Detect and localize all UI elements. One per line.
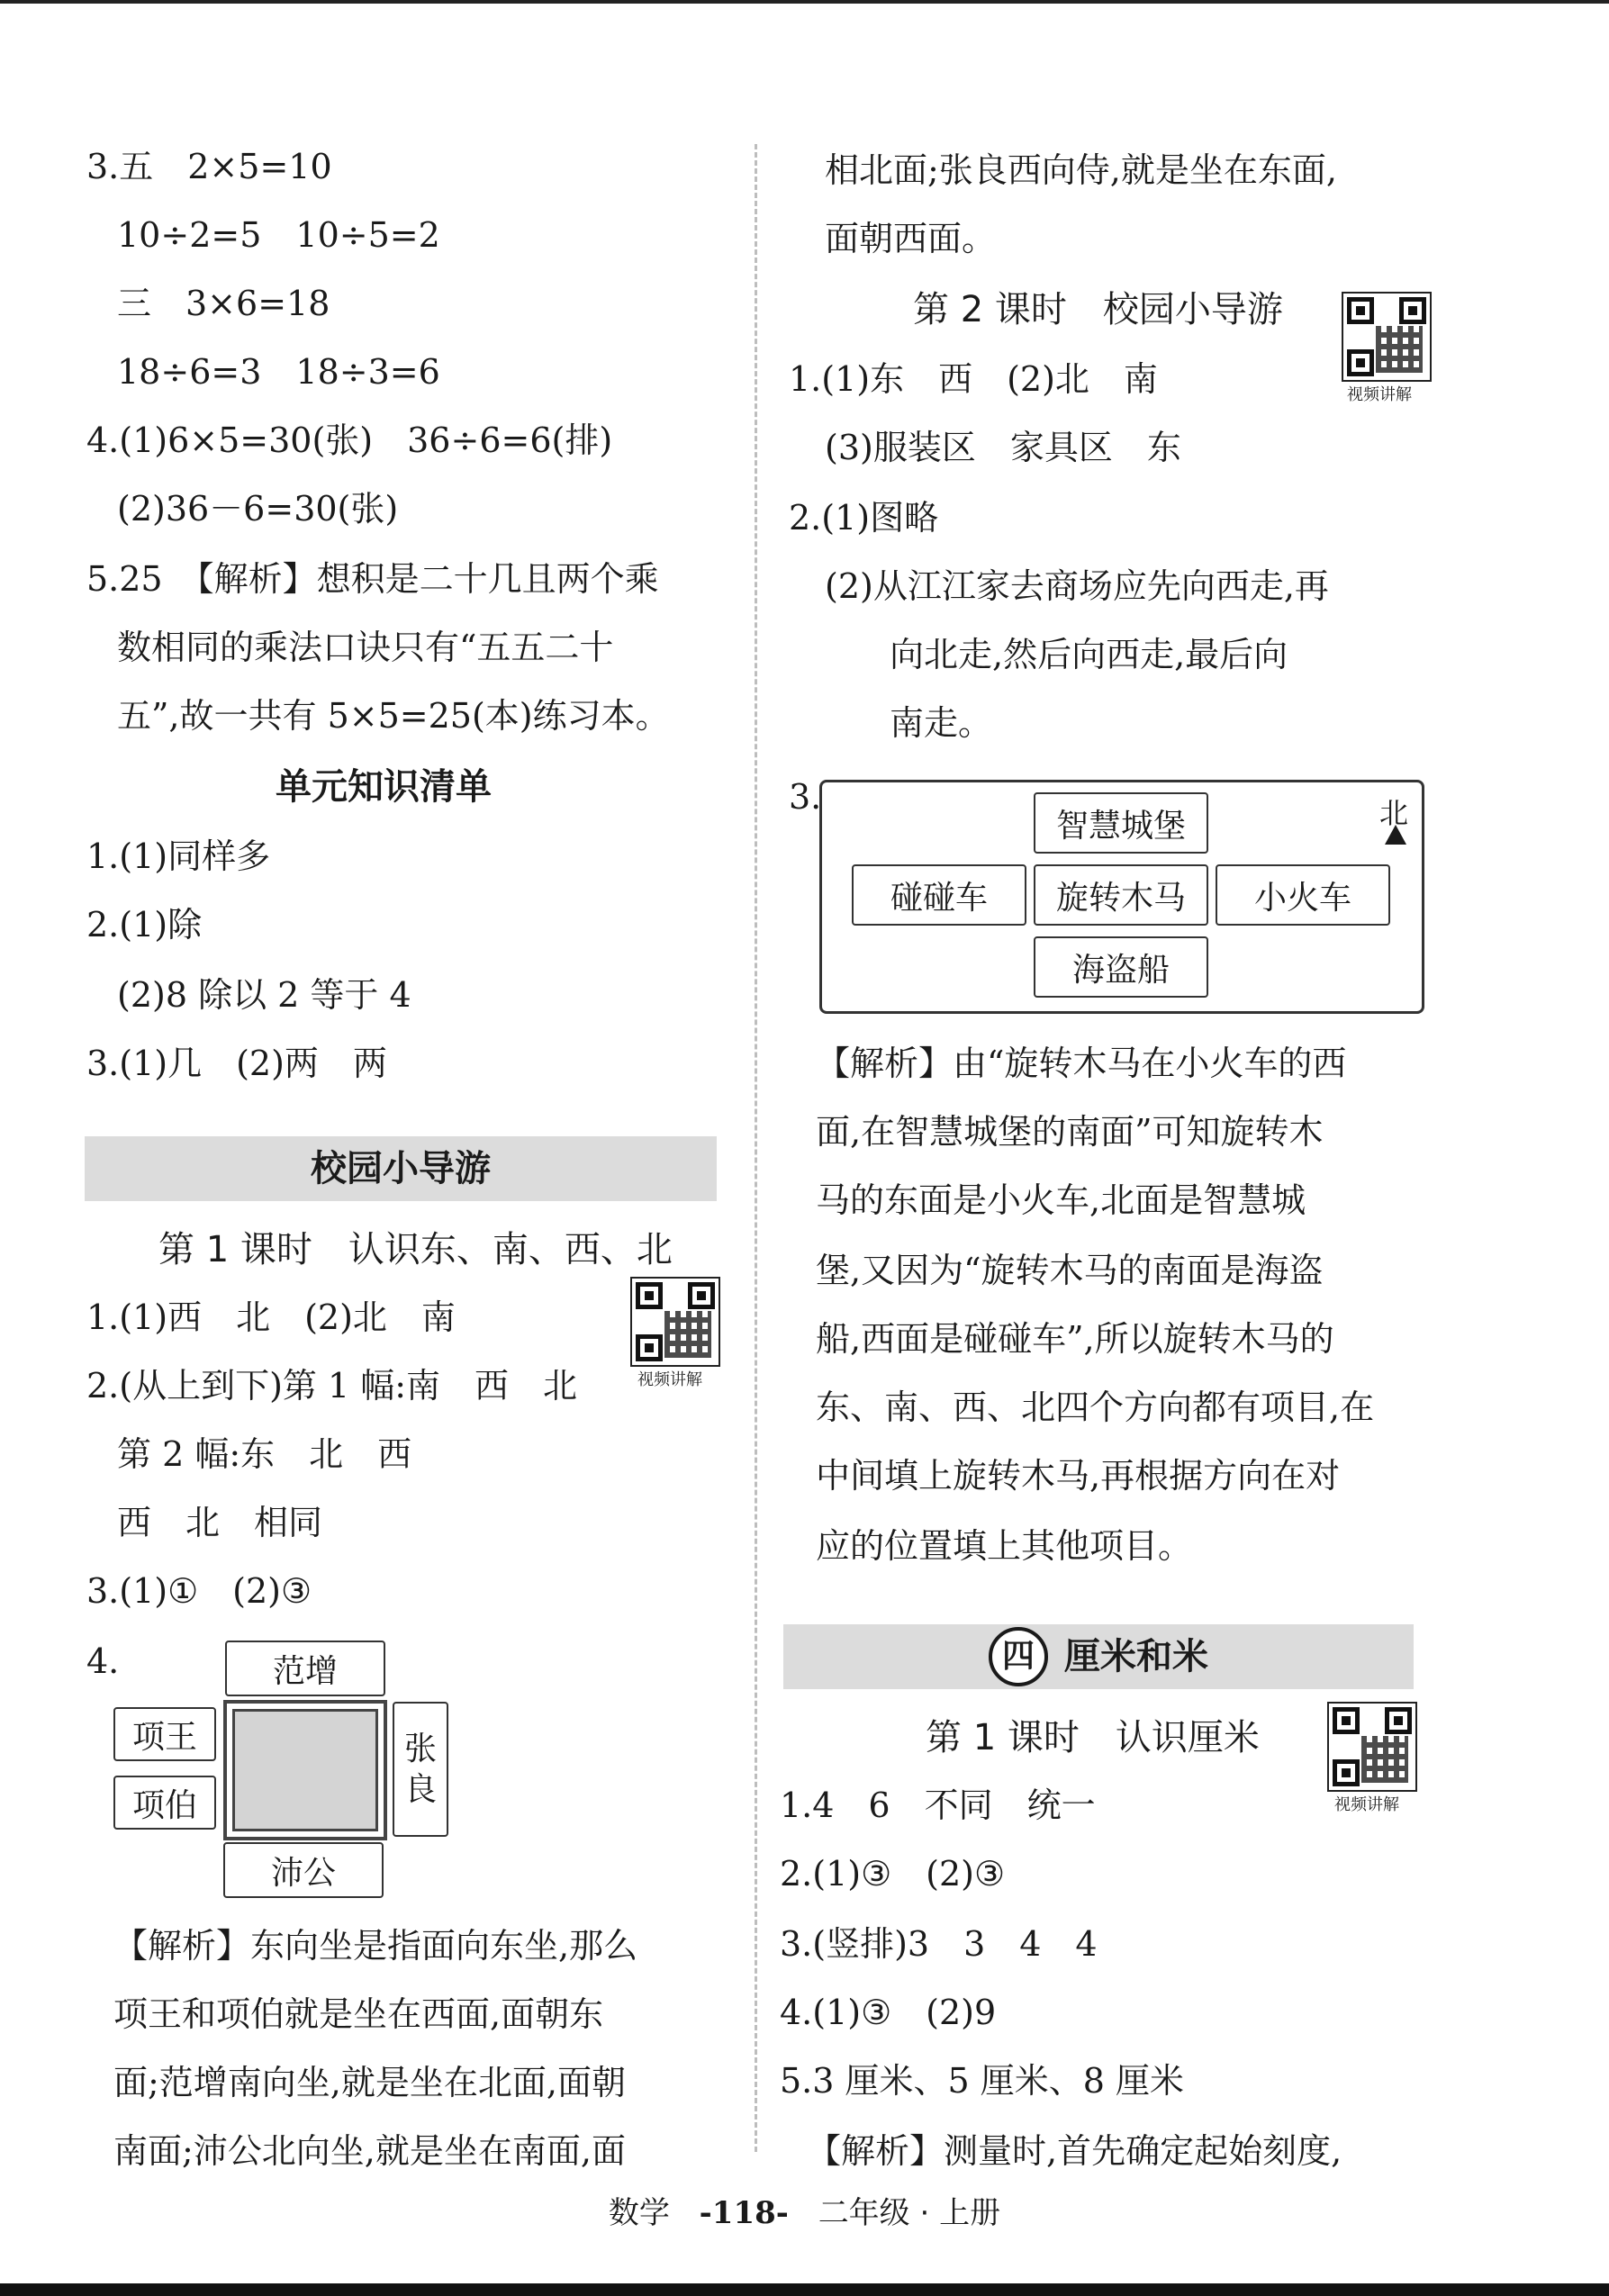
lesson-title: 第 2 课时 校园小导游 bbox=[913, 289, 1283, 330]
answer-line: 2.(从上到下)第 1 幅:南 西 北 bbox=[86, 1366, 578, 1406]
qr-code-icon[interactable] bbox=[1327, 1702, 1417, 1792]
answer-line: 3.五 2×5=10 bbox=[86, 147, 332, 186]
map-castle: 智慧城堡 bbox=[1034, 792, 1208, 854]
answer-line: (3)服装区 家具区 东 bbox=[825, 428, 1181, 467]
seat-xiangbo: 项伯 bbox=[113, 1776, 216, 1830]
unit-number-badge: 四 bbox=[989, 1627, 1048, 1686]
answer-line: 18÷6=3 18÷3=6 bbox=[117, 352, 440, 392]
north-label: 北 bbox=[1379, 796, 1409, 830]
answer-line: 五”,故一共有 5×5=25(本)练习本。 bbox=[117, 696, 670, 736]
explanation-line: 面,在智慧城堡的南面”可知旋转木 bbox=[816, 1112, 1324, 1152]
answer-line: 2.(1)图略 bbox=[789, 498, 939, 538]
answer-line: 4.(1)6×5=30(张) 36÷6=6(排) bbox=[86, 420, 613, 460]
answer-line: 相北面;张良西向侍,就是坐在东面, bbox=[825, 150, 1337, 190]
seat-zhangliang bbox=[393, 1702, 448, 1837]
answer-line: (2)8 除以 2 等于 4 bbox=[117, 975, 411, 1015]
lesson-title: 第 1 课时 认识厘米 bbox=[926, 1717, 1260, 1758]
explanation-line: 面;范增南向坐,就是坐在北面,面朝 bbox=[113, 2063, 626, 2102]
page-number: -118- bbox=[699, 2195, 789, 2231]
answer-line: 数相同的乘法口诀只有“五五二十 bbox=[117, 628, 614, 667]
answer-line: 3.(竖排)3 3 4 4 bbox=[780, 1924, 1098, 1964]
section-heading: 单元知识清单 bbox=[276, 766, 492, 808]
explanation-line: 项王和项伯就是坐在西面,面朝东 bbox=[113, 1994, 604, 2034]
footer-subject: 数学 bbox=[608, 2195, 670, 2231]
answer-line: 3.(1)几 (2)两 两 bbox=[86, 1044, 387, 1083]
answer-line: 三 3×6=18 bbox=[117, 284, 330, 323]
explanation-line: 堡,又因为“旋转木马的南面是海盗 bbox=[816, 1251, 1324, 1290]
table-square bbox=[223, 1700, 387, 1840]
answer-line: 5.25 【解析】想积是二十几且两个乘 bbox=[86, 559, 659, 599]
explanation-line: 船,西面是碰碰车”,所以旋转木马的 bbox=[816, 1319, 1334, 1359]
answer-line: 南走。 bbox=[890, 703, 993, 743]
explanation-line: 【解析】测量时,首先确定起始刻度, bbox=[807, 2131, 1342, 2171]
unit-band bbox=[783, 1624, 1414, 1689]
map-pirate-ship: 海盗船 bbox=[1034, 936, 1208, 998]
answer-line: 3.(1)① (2)③ bbox=[86, 1571, 312, 1611]
map-bumper-cars: 碰碰车 bbox=[852, 864, 1026, 926]
seat-xiangwang: 项王 bbox=[113, 1707, 216, 1761]
unit-band-title: 校园小导游 bbox=[311, 1148, 491, 1189]
answer-line: (2)从江江家去商场应先向西走,再 bbox=[825, 566, 1329, 606]
answer-line: (2)36－6=30(张) bbox=[117, 489, 399, 529]
unit-band-title: 厘米和米 bbox=[1064, 1636, 1208, 1677]
answer-line: 第 2 幅:东 北 西 bbox=[117, 1434, 412, 1474]
bottom-border bbox=[0, 2283, 1609, 2296]
seat-zhangliang-char2: 良 bbox=[403, 1771, 437, 1808]
qr-caption: 视频讲解 bbox=[1347, 385, 1412, 404]
qr-caption: 视频讲解 bbox=[1334, 1795, 1399, 1814]
seat-peigong: 沛公 bbox=[223, 1842, 384, 1898]
unit-band-title-wrap bbox=[783, 1624, 1414, 1689]
answer-line: 1.(1)东 西 (2)北 南 bbox=[789, 359, 1158, 399]
lesson-title: 第 1 课时 认识东、南、西、北 bbox=[158, 1229, 673, 1270]
seat-fanzeng: 范增 bbox=[225, 1641, 385, 1696]
answer-line: 3. bbox=[789, 777, 822, 817]
page-footer bbox=[0, 2188, 1609, 2232]
map-train: 小火车 bbox=[1216, 864, 1390, 926]
qr-code-icon[interactable] bbox=[1342, 292, 1432, 382]
explanation-line: 【解析】东向坐是指面向东坐,那么 bbox=[113, 1926, 638, 1966]
map-carousel: 旋转木马 bbox=[1034, 864, 1208, 926]
qr-code-icon[interactable] bbox=[630, 1277, 720, 1367]
explanation-line: 马的东面是小火车,北面是智慧城 bbox=[816, 1180, 1306, 1220]
explanation-line: 东、南、西、北四个方向都有项目,在 bbox=[816, 1388, 1375, 1427]
answer-line: 1.(1)西 北 (2)北 南 bbox=[86, 1297, 456, 1337]
answer-line: 4. bbox=[86, 1641, 120, 1681]
answer-line: 1.4 6 不同 统一 bbox=[780, 1785, 1096, 1825]
answer-line: 向北走,然后向西走,最后向 bbox=[890, 635, 1288, 674]
answer-line: 1.(1)同样多 bbox=[86, 836, 271, 876]
answer-line: 10÷2=5 10÷5=2 bbox=[117, 215, 440, 255]
top-border bbox=[0, 0, 1609, 4]
answer-line: 面朝西面。 bbox=[825, 219, 997, 258]
answer-line: 5.3 厘米、5 厘米、8 厘米 bbox=[780, 2061, 1185, 2101]
explanation-line: 中间填上旋转木马,再根据方向在对 bbox=[816, 1456, 1341, 1496]
explanation-line: 【解析】由“旋转木马在小火车的西 bbox=[816, 1044, 1347, 1083]
seat-zhangliang-char1: 张 bbox=[403, 1731, 437, 1767]
answer-line: 西 北 相同 bbox=[117, 1503, 323, 1542]
qr-caption: 视频讲解 bbox=[637, 1370, 702, 1389]
unit-band bbox=[85, 1136, 717, 1201]
column-divider bbox=[755, 144, 757, 2152]
answer-line: 4.(1)③ (2)9 bbox=[780, 1993, 997, 2032]
explanation-line: 南面;沛公北向坐,就是坐在南面,面 bbox=[113, 2131, 626, 2171]
answer-line: 2.(1)除 bbox=[86, 905, 203, 945]
north-arrow-icon bbox=[1385, 825, 1406, 845]
footer-grade: 二年级 · 上册 bbox=[818, 2195, 1001, 2231]
explanation-line: 应的位置填上其他项目。 bbox=[816, 1526, 1193, 1566]
answer-line: 2.(1)③ (2)③ bbox=[780, 1854, 1006, 1894]
